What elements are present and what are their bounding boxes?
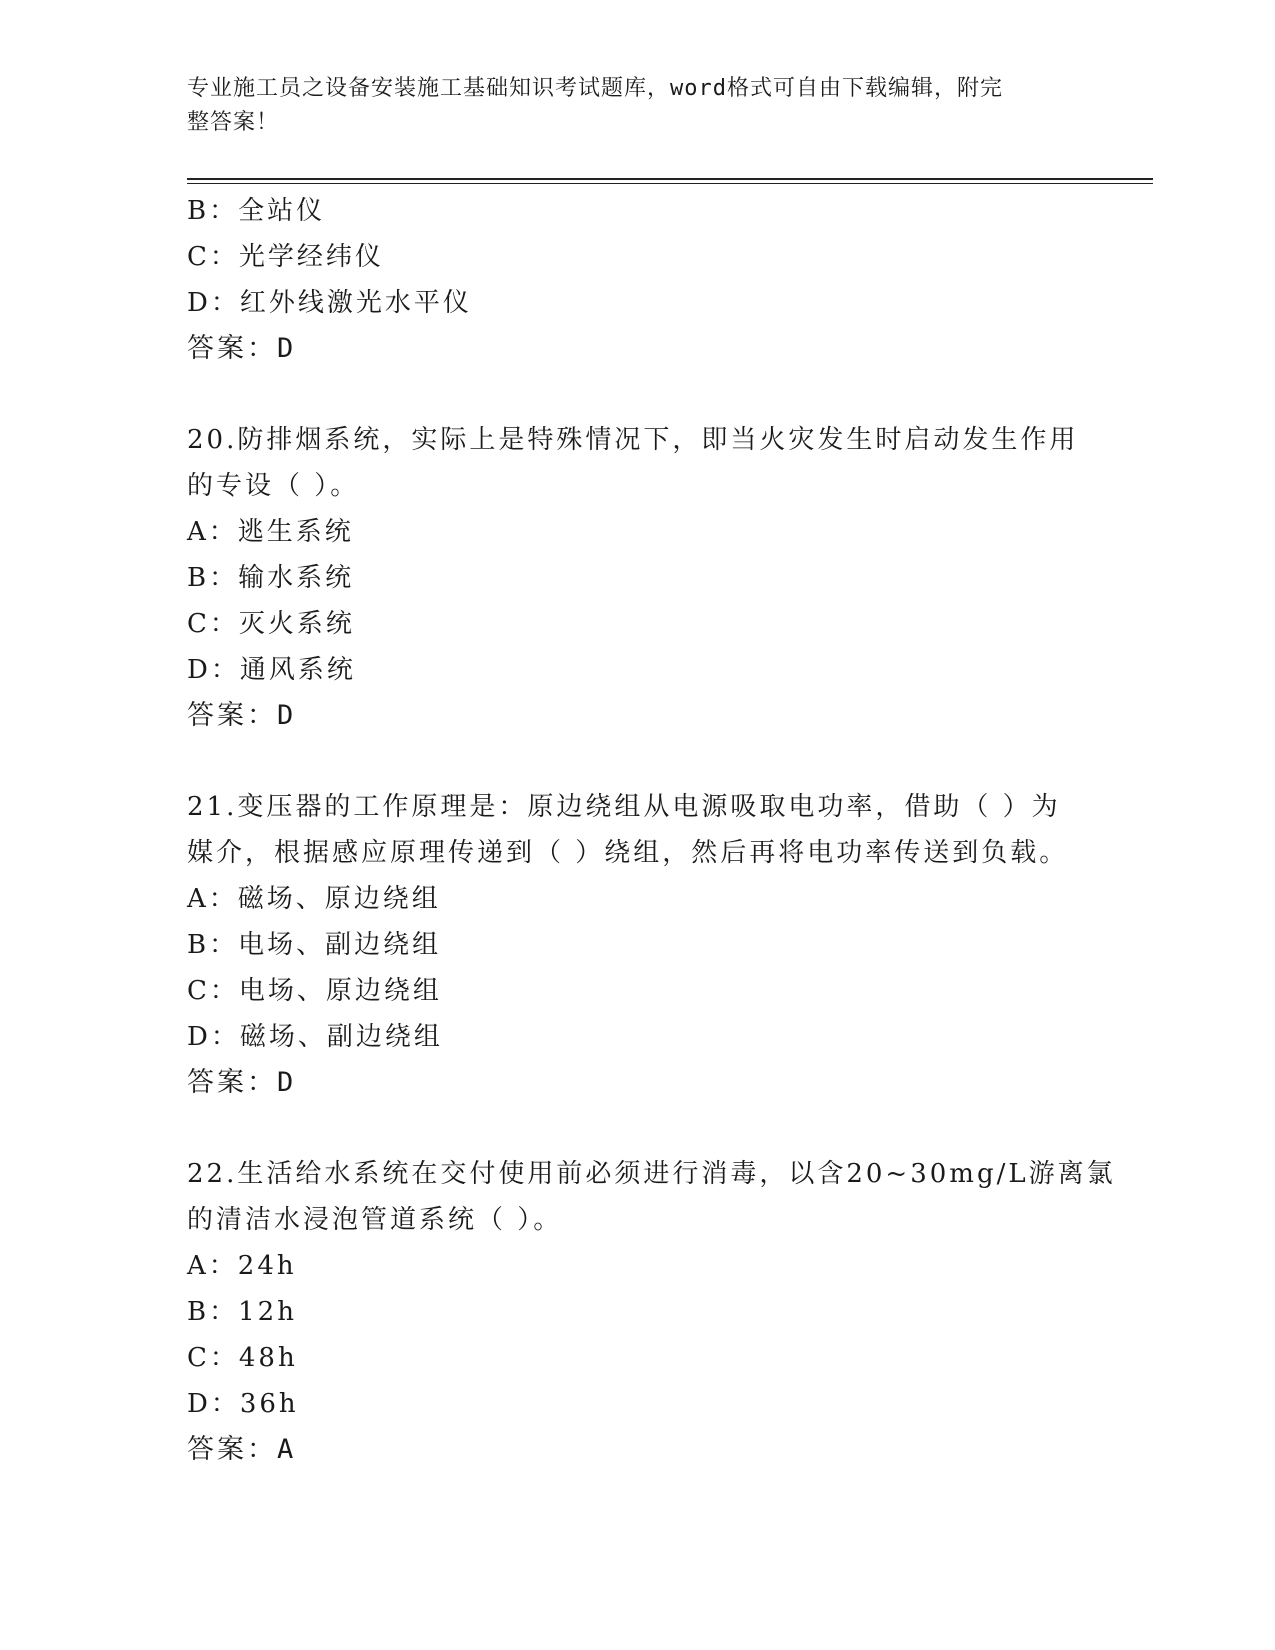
option-c: C：光学经纬仪	[187, 242, 384, 272]
option-d: D：磁场、副边绕组	[187, 1022, 443, 1052]
option-b: B：电场、副边绕组	[187, 930, 442, 960]
option-b: B：输水系统	[187, 563, 355, 593]
header-line-2: 整答案！	[187, 110, 280, 135]
question-20	[187, 417, 1087, 739]
option-c: C：电场、原边绕组	[187, 976, 442, 1006]
answer-line: 答案：A	[187, 1434, 297, 1465]
option-b: B：全站仪	[187, 196, 326, 226]
option-a: A：24h	[187, 1251, 297, 1281]
header-divider	[187, 178, 1153, 180]
question-stem: 22.生活给水系统在交付使用前必须进行消毒，以含20~30mg/L游离氯	[187, 1159, 1116, 1189]
question-stem-cont: 媒介，根据感应原理传递到（ ）绕组，然后再将电功率传送到负载。	[187, 838, 1069, 868]
question-stem: 21.变压器的工作原理是：原边绕组从电源吸取电功率，借助（ ）为	[187, 792, 1061, 822]
option-a: A：磁场、原边绕组	[187, 884, 441, 914]
question-22	[187, 1151, 1116, 1473]
question-stem: 20.防排烟系统，实际上是特殊情况下，即当火灾发生时启动发生作用	[187, 425, 1079, 455]
option-d: D：通风系统	[187, 655, 356, 685]
answer-line: 答案：D	[187, 333, 297, 364]
answer-line: 答案：D	[187, 700, 297, 731]
question-stem-cont: 的清洁水浸泡管道系统（ ）。	[187, 1205, 563, 1235]
question-21	[187, 784, 1087, 1106]
option-d: D：36h	[187, 1389, 299, 1419]
option-b: B：12h	[187, 1297, 297, 1327]
option-c: C：灭火系统	[187, 609, 355, 639]
question-stem-cont: 的专设（ ）。	[187, 471, 360, 501]
option-a: A：逃生系统	[187, 517, 354, 547]
document-header	[187, 72, 1067, 140]
option-c: C：48h	[187, 1343, 298, 1373]
question-19-continuation	[187, 188, 1087, 372]
question-list	[187, 188, 1116, 1473]
answer-line: 答案：D	[187, 1067, 297, 1098]
header-line-1: 专业施工员之设备安装施工基础知识考试题库，word格式可自由下载编辑，附完	[187, 76, 1003, 101]
header-divider-thin	[187, 183, 1153, 184]
option-d: D：红外线激光水平仪	[187, 288, 472, 318]
